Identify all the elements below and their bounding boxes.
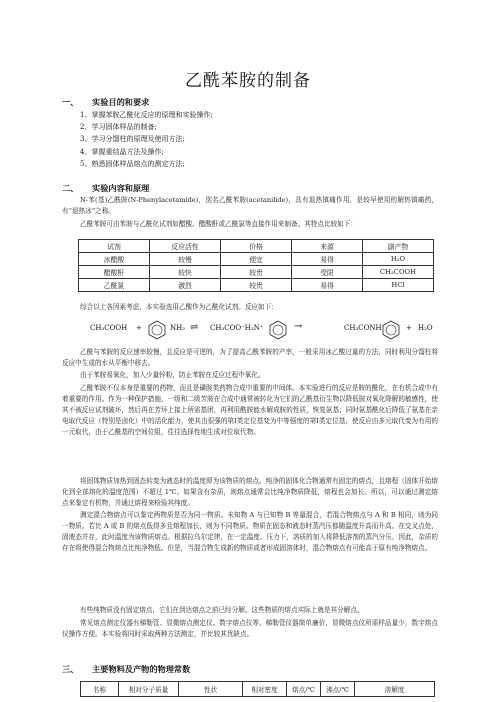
- intro-paragraph: N-苯(基)乙酰胺(N-Phenylacetamide)，别名乙酰苯胺(acetanilide)，具有退热镇痛作用，是较早使用的解热镇痛药，有“退热冰”之称。: [62, 196, 438, 215]
- table-header-row: [81, 682, 435, 697]
- reaction-equation: [62, 319, 442, 341]
- table-cell: 较快: [150, 266, 221, 279]
- intermediate-salt: CH₃COO⁻H₃N⁺: [210, 324, 264, 332]
- table-cell: 较贵: [221, 266, 292, 279]
- table-header-cell: 试剂: [79, 240, 150, 253]
- table-row: [79, 279, 434, 292]
- section-3-heading: [62, 664, 190, 675]
- reagent-choice-paragraph: 综合以上各因素考虑，本实验选用乙酸作为乙酰化试剂。反应如下：: [80, 303, 278, 311]
- table-header-cell: 来源: [292, 240, 363, 253]
- section-1-heading: [62, 97, 149, 108]
- objective-item: 5、熟悉固体样品熔点的测定方法;: [80, 160, 185, 168]
- table-header-cell: 副产物: [363, 240, 434, 253]
- table-cell: 冰醋酸: [79, 253, 150, 266]
- table-cell: HCl: [363, 279, 434, 292]
- table-header-cell: 名称: [81, 682, 119, 697]
- product-acetanilide: CH₃CONH: [344, 324, 382, 332]
- table-cell: CH₃COOH: [363, 266, 434, 279]
- objective-item: 2、学习固体样品的制备;: [80, 123, 157, 131]
- decomposition-paragraph: 有些纯物质没有固定熔点，它们在到达熔点之前已经分解。这些物质的熔点实际上就是其分解点。: [80, 606, 364, 614]
- mixed-melting-point-paragraph: 测定混合物熔点可以鉴定两物质是否为同一物质。未知物 A 与已知物 B 等量混合，若混合物熔点与 A 和 B 相同，则为同一物质。若比 A 或 B 的熔点低得多且熔程加长，则为不同物质。物质在固态和液态时蒸汽压都随温度升高而升高。在交叉点处，固液态并存，此时温度为该物质熔点。根据拉乌尔定律，在一定温度、压力下，溶质的加入将降低溶剂的蒸汽分压，因此，杂质的存在将使得混合物熔点比纯净物低。但是，当混合物生成新的物质或者形成固溶体时，混合物熔点有可能高于原有纯净物熔点。: [62, 511, 438, 552]
- acylation-significance-paragraph: 乙酰苯胺不仅本身是重要的药物，而且是磺胺类药物合成中重要的中间体。本实验进行的反应是胺的酰化，在有机合成中有着重要的作用。作为一种保护措施，一级和二级芳胺在合成中通常被转化为它们的乙酰基衍生物以降低胺对氧化降解的敏感性，使其不被反应试剂破坏，然后再在芳环上接上所需基团，再利用酰胺能水解成胺的性质，恢复氨基；同时氨基酰化后降低了氨基在亲电取代反应（特别是卤化）中的活化能力，使其由很强的第Ⅰ类定位基变为中等强度的第Ⅰ类定位基，使反应由多元取代变为有用的一元取代，由于乙酰基的空间位阻，往往选择性地生成对位取代物。: [62, 384, 438, 436]
- section-1-number: 一、: [62, 97, 79, 107]
- objective-item: 3、学习分馏柱的原理及使用方法;: [80, 135, 185, 143]
- product-water: H₂O: [418, 324, 433, 332]
- section-2-heading: [62, 183, 149, 194]
- reactant-acetic-acid: CH₃COOH: [90, 324, 128, 332]
- table-header-cell: 相对分子质量: [119, 682, 179, 697]
- table-header-row: [79, 240, 434, 253]
- benzene-ring-icon: [380, 319, 402, 341]
- section-3-title: 主要物料及产物的物理常数: [92, 664, 191, 674]
- reagent-comparison-table: [78, 239, 434, 292]
- plus-sign: +: [136, 324, 142, 332]
- table-cell: H₂O: [363, 253, 434, 266]
- table-header-cell: 熔点/℃: [287, 682, 321, 697]
- table-row: [79, 266, 434, 279]
- reagent-intro-paragraph: 乙酰苯胺可由苯胺与乙酰化试剂如醋酸、醋酸酐或乙酰氯等直接作用来制备。其特点比较如下：: [80, 220, 357, 228]
- table-header-cell: 溶解度: [355, 682, 435, 697]
- table-cell: 易得: [292, 253, 363, 266]
- physical-constants-table: [80, 681, 435, 697]
- table-cell: 激烈: [150, 279, 221, 292]
- equilibrium-arrow: ⇌: [190, 322, 199, 333]
- table-cell: 易得: [292, 279, 363, 292]
- table-cell: 便宜: [221, 253, 292, 266]
- reactant-aniline-group: NH₂: [170, 324, 186, 332]
- objective-item: 4、掌握重结晶方法及操作;: [80, 148, 164, 156]
- instruments-paragraph: 常见熔点测定仪器有梯勒管、显微熔点测定仪、数字熔点仪等。梯勒管仪器简单廉价，显微熔点仪所需样品量少，数字熔点仪操作方便。本实验将同时采取两种方法测定，并比较其优缺点。: [62, 619, 438, 638]
- section-2-number: 二、: [62, 183, 79, 193]
- table-header-cell: 相对密度: [243, 682, 287, 697]
- section-2-title: 实验内容和原理: [92, 183, 150, 193]
- benzene-ring-icon: [146, 319, 168, 341]
- table-cell: 较贵: [221, 279, 292, 292]
- document-title: 乙酰苯胺的制备: [185, 71, 311, 91]
- table-header-cell: 价格: [221, 240, 292, 253]
- section-3-number: 三、: [62, 664, 79, 674]
- table-cell: 醋酸酐: [79, 266, 150, 279]
- table-cell: 乙酰氯: [79, 279, 150, 292]
- table-row: [79, 253, 434, 266]
- benzene-ring-icon: [267, 319, 289, 341]
- zinc-paragraph: 由于苯胺易氧化，加入少量锌粉，防止苯胺在反应过程中氧化。: [80, 371, 265, 379]
- section-1-title: 实验目的和要求: [92, 97, 150, 107]
- reaction-arrow: →: [294, 321, 303, 332]
- yield-paragraph: 乙酰与苯胺的反应速率较慢，且反应是可逆的，为了提高乙酰苯胺的产率，一般采用冰乙酸过量的方法，同时利用分馏柱将反应中生成的水从平衡中移去。: [62, 348, 438, 367]
- table-header-cell: 沸点/℃: [321, 682, 355, 697]
- table-header-cell: 性状: [179, 682, 243, 697]
- table-header-cell: 反应活性: [150, 240, 221, 253]
- objective-item: 1、掌握苯胺乙酰化反应的原理和实验操作;: [80, 111, 213, 119]
- melting-point-paragraph: 将固体物质加热到固态转变为液态时的温度即为该物质的熔点。纯净的固体化合物通常有固定的熔点，且熔程（固体开始熔化到全部熔化的温度范围）不超过 1℃。如果含有杂质，则熔点通常会比纯净物质降低，熔程也会加长。所以，可以通过测定熔点来鉴定有机物，并通过熔程来检验其纯度。: [62, 477, 438, 507]
- table-cell: 较慢: [150, 253, 221, 266]
- table-cell: 受限: [292, 266, 363, 279]
- plus-sign: +: [406, 324, 412, 332]
